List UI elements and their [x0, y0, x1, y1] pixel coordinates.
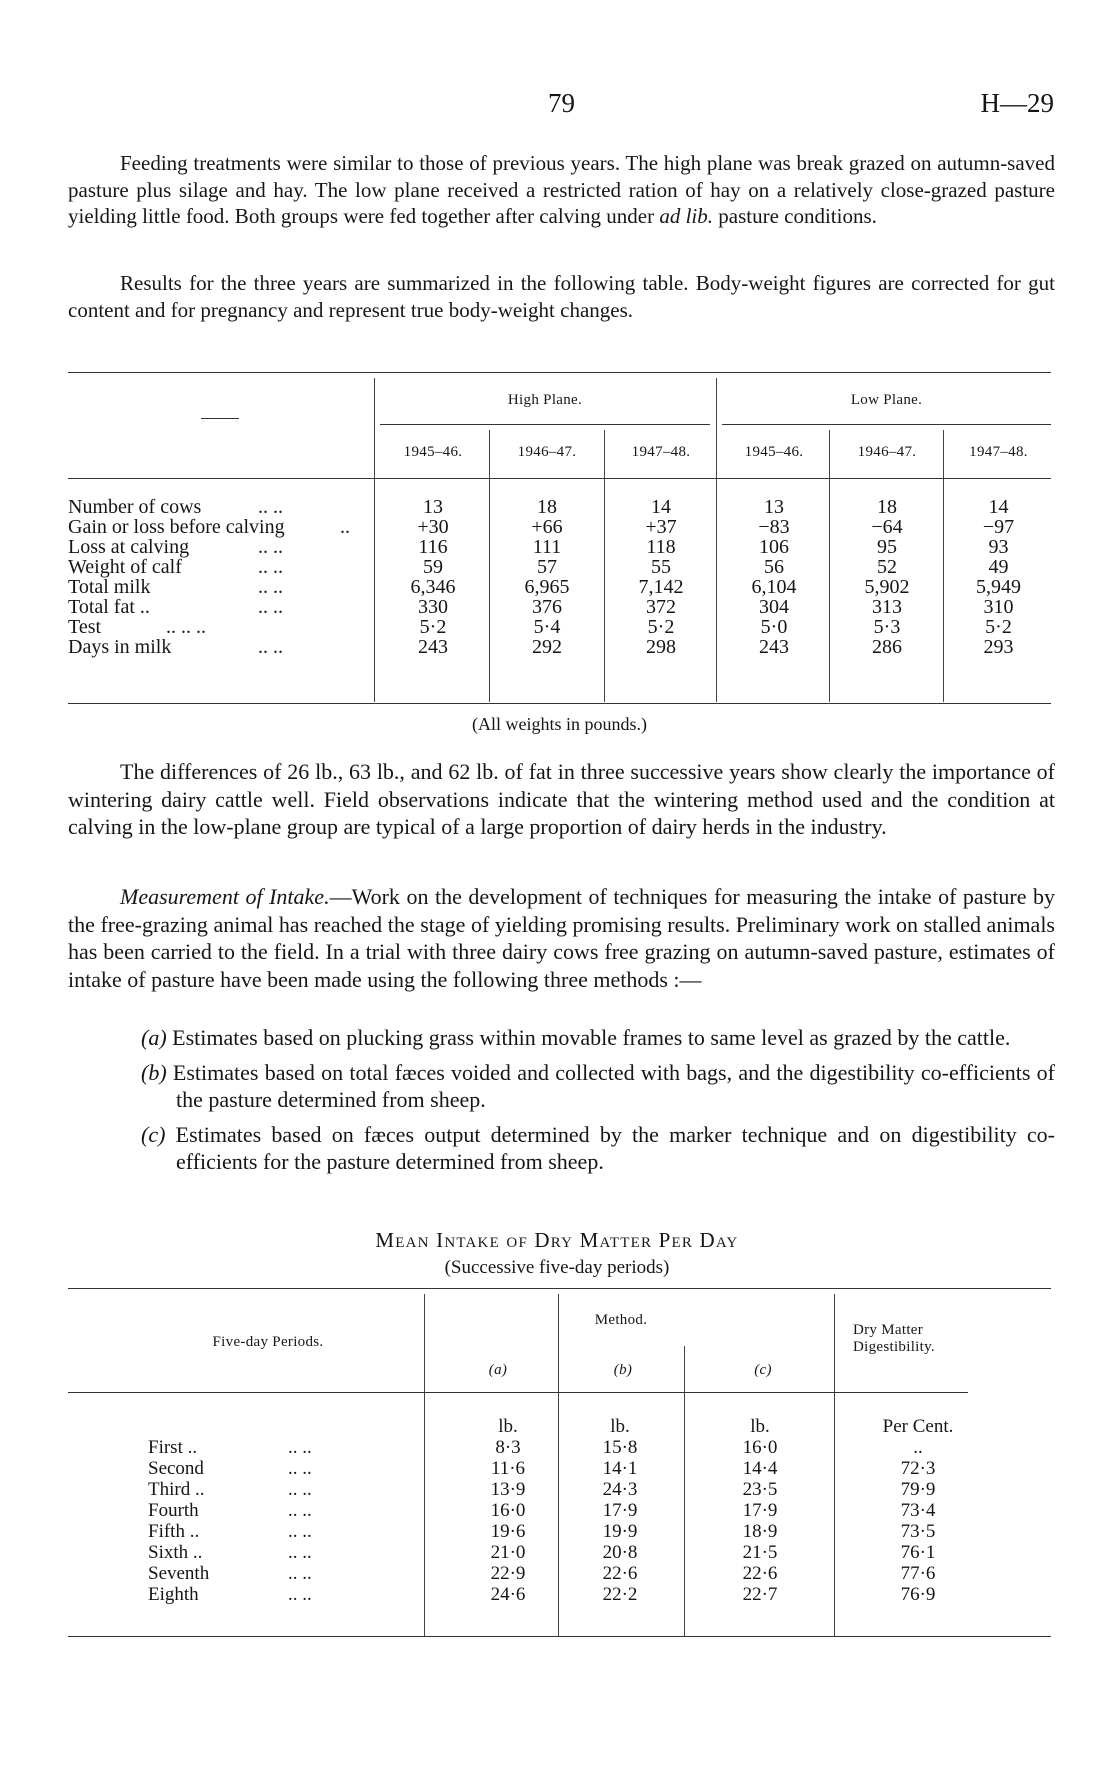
table-cell: 93 — [988, 536, 1009, 558]
table-cell: 330 — [418, 596, 448, 618]
table-cell: 310 — [983, 596, 1014, 618]
page-header — [0, 88, 1114, 124]
table-row-label: Number of cows .. .. — [68, 496, 283, 518]
table-cell: 14 — [651, 496, 671, 518]
table-cell: 6,346 — [410, 576, 456, 598]
table-cell: 22·6 — [602, 1563, 638, 1584]
table-cell: 16·0 — [742, 1437, 778, 1458]
year-header: 1945–46. — [744, 444, 804, 460]
table-cell: 14·1 — [602, 1458, 638, 1479]
header-high-plane: High Plane. — [507, 392, 583, 408]
method-column-c: (c) — [754, 1362, 772, 1378]
table-cell: 22·6 — [742, 1563, 778, 1584]
table-row-label: Sixth .. .. .. — [148, 1542, 312, 1563]
dry-matter-intake-table — [68, 1288, 1051, 1638]
paragraph-results: Results for the three years are summarized in the following table. Body-weight figures are corrected for gut content and for pregnancy and represent true body-weight changes. — [68, 271, 1055, 322]
document-reference: H—29 — [980, 88, 1054, 118]
table-row-label: Fifth .. .. .. — [148, 1521, 312, 1542]
table-cell: 5,949 — [976, 576, 1021, 598]
table-cell: +30 — [417, 516, 449, 538]
table-row-label: Fourth .. .. — [148, 1500, 312, 1521]
table-cell: 8·3 — [495, 1437, 521, 1458]
table-row-label: Test .. .. .. — [68, 616, 206, 638]
table-row-label: Third .. .. .. — [148, 1479, 312, 1500]
table-cell: +37 — [645, 516, 677, 538]
table-cell: 76·1 — [900, 1542, 936, 1563]
table-row-label: First .. .. .. — [148, 1437, 312, 1458]
table-cell: 13 — [764, 496, 784, 518]
table-cell: 56 — [764, 556, 784, 578]
year-header: 1946–47. — [857, 444, 917, 460]
table-title: Mean Intake of Dry Matter Per Day — [375, 1228, 739, 1252]
table-row-label: Gain or loss before calving .. — [68, 516, 350, 538]
table-cell: 55 — [651, 556, 671, 578]
table-cell: 19·6 — [490, 1521, 526, 1542]
year-header: 1946–47. — [517, 444, 577, 460]
table-cell: 13 — [423, 496, 443, 518]
table-row-label: Second .. .. — [148, 1458, 312, 1479]
table-row-label: Days in milk .. .. — [68, 636, 283, 658]
table-row-label: Loss at calving .. .. — [68, 536, 283, 558]
table-cell: 23·5 — [742, 1479, 778, 1500]
table-cell: 14·4 — [742, 1458, 778, 1479]
table-cell: 116 — [418, 536, 448, 558]
table-cell: 106 — [759, 536, 789, 558]
table-cell: 292 — [532, 636, 562, 658]
table-cell: 286 — [872, 636, 902, 658]
table-cell: 52 — [877, 556, 897, 578]
table-cell: 13·9 — [490, 1479, 526, 1500]
table-cell: 372 — [646, 596, 676, 618]
table-cell: 79·9 — [900, 1479, 936, 1500]
unit-label: Per Cent. — [882, 1416, 954, 1437]
method-column-a: (a) — [488, 1362, 508, 1378]
methods-list — [68, 1024, 1055, 1183]
unit-label: lb. — [498, 1416, 518, 1437]
table-cell: 21·5 — [742, 1542, 778, 1563]
section-heading: Measurement of Intake. — [120, 884, 330, 909]
table-cell: 243 — [418, 636, 448, 658]
table-cell: 24·6 — [490, 1584, 526, 1605]
table-cell: 16·0 — [490, 1500, 526, 1521]
table-cell: 17·9 — [602, 1500, 638, 1521]
table-cell: 18 — [877, 496, 897, 518]
table-cell: 22·9 — [490, 1563, 526, 1584]
table-cell: 76·9 — [900, 1584, 936, 1605]
table-cell: +66 — [531, 516, 563, 538]
table-cell: 22·2 — [602, 1584, 638, 1605]
table-cell: 5,902 — [864, 576, 910, 598]
table-cell: 95 — [877, 536, 897, 558]
table-cell: −64 — [871, 516, 903, 538]
table-cell: 17·9 — [742, 1500, 778, 1521]
table-cell: 5·0 — [760, 616, 788, 638]
table-caption: (All weights in pounds.) — [472, 714, 647, 734]
unit-label: lb. — [750, 1416, 770, 1437]
table-cell: 14 — [988, 496, 1009, 518]
table-cell: 293 — [983, 636, 1014, 658]
year-header: 1947–48. — [969, 444, 1028, 460]
table-row-label: Seventh .. .. — [148, 1563, 312, 1584]
method-column-b: (b) — [613, 1362, 633, 1378]
table-cell: −83 — [758, 516, 790, 538]
table-row-label: Total fat .. .. .. — [68, 596, 283, 618]
table-cell: 298 — [646, 636, 676, 658]
table-subtitle: (Successive five-day periods) — [444, 1257, 670, 1278]
column-header-periods: Five-day Periods. — [212, 1334, 324, 1350]
unit-label: lb. — [610, 1416, 630, 1437]
table-cell: 20·8 — [602, 1542, 638, 1563]
table-cell: 24·3 — [602, 1479, 638, 1500]
table-cell: .. — [913, 1437, 923, 1458]
year-header: 1947–48. — [631, 444, 691, 460]
table-cell: 77·6 — [900, 1563, 936, 1584]
page-number: 79 — [548, 88, 575, 118]
table-row-label: Eighth .. .. — [148, 1584, 312, 1605]
table-cell: 313 — [872, 596, 902, 618]
column-header-digestibility: Dry Matter Digestibility. — [853, 1322, 935, 1355]
header-low-plane: Low Plane. — [850, 392, 923, 408]
table-cell: 5·2 — [419, 616, 447, 638]
list-item: (b) Estimates based on total fæces voided and collected with bags, and the digestibility co-efficients of the pasture determined from sheep. — [141, 1060, 1055, 1112]
table-cell: 6,104 — [751, 576, 797, 598]
table-cell: 57 — [537, 556, 557, 578]
list-item: (a) Estimates based on plucking grass within movable frames to same level as grazed by the cattle. — [141, 1025, 1011, 1050]
table-cell: 72·3 — [900, 1458, 936, 1479]
table-cell: 376 — [532, 596, 562, 618]
paragraph-measurement-of-intake: Measurement of Intake.—Work on the development of techniques for measuring the intake of pasture by the free-grazing animal has reached the stage of yielding promising results. Preliminary work on stalled animals has been carried to the field. In a trial with three dairy cows free grazing on autumn-saved pasture, estimates of intake of pasture have been made using the following three methods :— — [68, 884, 1055, 992]
table-cell: 49 — [988, 556, 1009, 578]
table-row-label: Weight of calf .. .. — [68, 556, 283, 578]
table-cell: 7,142 — [638, 576, 684, 598]
column-header-method: Method. — [594, 1312, 648, 1328]
table-cell: 6,965 — [524, 576, 570, 598]
table-cell: 5·4 — [533, 616, 561, 638]
table-cell: 243 — [759, 636, 789, 658]
table-cell: 18 — [537, 496, 557, 518]
table-cell: 118 — [646, 536, 676, 558]
table-cell: 111 — [532, 536, 562, 558]
table-cell: 18·9 — [742, 1521, 778, 1542]
body-weight-table — [68, 372, 1051, 734]
table-corner — [201, 418, 239, 419]
table-cell: 21·0 — [490, 1542, 526, 1563]
list-item: (c) Estimates based on fæces output determined by the marker technique and on digestibility co-efficients for the pasture determined from sheep. — [141, 1122, 1056, 1174]
table-cell: 5·3 — [873, 616, 901, 638]
table-row-label: Total milk .. .. — [68, 576, 283, 598]
paragraph-differences: The differences of 26 lb., 63 lb., and 62 lb. of fat in three successive years show clearly the importance of wintering dairy cattle well. Field observations indicate that the wintering method used and the condition at calving in the low-plane group are typical of a large proportion of dairy herds in the industry. — [68, 759, 1055, 839]
table-cell: 59 — [423, 556, 443, 578]
table-cell: 5·2 — [647, 616, 675, 638]
table-cell: −97 — [982, 516, 1015, 538]
table-cell: 19·9 — [602, 1521, 638, 1542]
table-cell: 5·2 — [985, 616, 1012, 638]
year-header: 1945–46. — [403, 444, 463, 460]
table-cell: 304 — [759, 596, 789, 618]
table-cell: 73·4 — [900, 1500, 936, 1521]
paragraph-feeding-treatments: Feeding treatments were similar to those of previous years. The high plane was break grazed on autumn-saved pasture plus silage and hay. The low plane received a restricted ration of hay on a relatively close-grazed pasture yielding little food. Both groups were fed together after calving under ad lib. pasture conditions. — [68, 151, 1055, 228]
table-cell: 11·6 — [490, 1458, 526, 1479]
table-cell: 15·8 — [602, 1437, 638, 1458]
table-cell: 22·7 — [742, 1584, 778, 1605]
table-cell: 73·5 — [900, 1521, 936, 1542]
